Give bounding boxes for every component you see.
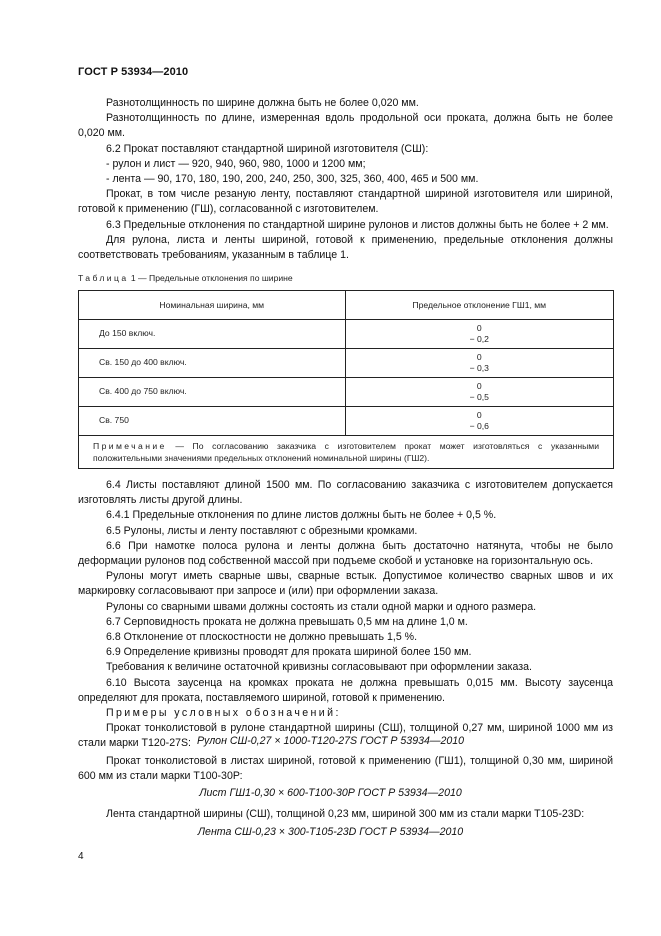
page-header: ГОСТ Р 53934—2010 (78, 66, 189, 78)
column-header-width: Номинальная ширина, мм (79, 291, 346, 320)
paragraph: 6.4 Листы поставляют длиной 1500 мм. По согласованию заказчика с изготовителем допускается изготовлять листы другой длины. (78, 479, 613, 507)
table-row (79, 407, 614, 436)
paragraph: Разнотолщинность по ширине должна быть не более 0,020 мм. (106, 97, 419, 109)
paragraph: Разнотолщинность по длине, измеренная вдоль продольной оси проката, должна быть не более 0,020 мм. (78, 112, 613, 140)
table-row (79, 349, 614, 378)
paragraph: Требования к величине остаточной кривизны согласовывают при оформлении заказа. (106, 661, 532, 674)
deviation-lower: − 0,5 (469, 391, 489, 402)
cell-width: До 150 включ. (79, 320, 346, 349)
deviation-lower: − 0,2 (469, 333, 489, 344)
paragraph: Для рулона, листа и ленты шириной, готовой к применению, предельные отклонения должны соответствовать требованиям, указанным в таблице 1. (78, 233, 613, 262)
cell-deviation (345, 378, 614, 407)
text-block-bottom (78, 478, 613, 752)
deviation-upper: 0 (476, 323, 482, 333)
table-caption (78, 273, 293, 283)
cell-width: Св. 150 до 400 включ. (79, 349, 346, 378)
deviation-lower: − 0,3 (469, 362, 489, 373)
example-description: Лента стандартной ширины (СШ), толщиной 0,23 мм, шириной 300 мм из стали марки Т105-23D: (106, 808, 585, 820)
table-caption-title: 1 — Предельные отклонения по ширине (130, 273, 293, 283)
example-designation: Лист ГШ1-0,30 × 600-Т100-30Р ГОСТ Р 53934—2010 (199, 787, 462, 799)
example-designation: Рулон СШ-0,27 × 1000-Т120-27S ГОСТ Р 53934—2010 (196, 735, 465, 747)
example-block-2 (78, 754, 613, 784)
deviation-upper: 0 (476, 381, 482, 391)
examples-heading: Примеры условных обозначений: (106, 707, 341, 720)
example-block-3 (78, 807, 613, 822)
cell-deviation (345, 407, 614, 436)
column-header-deviation: Предельное отклонение ГШ1, мм (345, 291, 614, 320)
note-text: — По согласованию заказчика с изготовителем прокат может изготовляться с указанными положительными значениями предельных отклонений номинальной ширины (ГШ2). (93, 441, 599, 463)
deviation-table (78, 290, 614, 469)
paragraph: 6.8 Отклонение от плоскостности не должно превышать 1,5 %. (106, 631, 418, 644)
cell-deviation (345, 320, 614, 349)
paragraph: 6.2 Прокат поставляют стандартной шириной изготовителя (СШ): (106, 142, 429, 155)
example-description: Прокат тонколистовой в рулоне стандартной ширины (СШ), толщиной 0,27 мм, шириной 1000 мм из стали марки Т120-27S: (78, 722, 613, 750)
table-header-row (79, 291, 614, 320)
paragraph: Рулоны со сварными швами должны состоять из стали одной марки и одного размера. (106, 600, 537, 613)
cell-deviation (345, 349, 614, 378)
table-caption-word: Таблица (78, 273, 129, 283)
paragraph: 6.9 Определение кривизны проводят для проката шириной более 150 мм. (106, 646, 472, 659)
deviation-upper: 0 (476, 410, 482, 420)
cell-width: Св. 750 (79, 407, 346, 436)
paragraph: 6.7 Серповидность проката не должна превышать 0,5 мм на длине 1,0 м. (106, 615, 468, 628)
table-row (79, 378, 614, 407)
list-item: - лента — 90, 170, 180, 190, 200, 240, 250, 300, 325, 360, 400, 465 и 500 мм. (106, 173, 479, 186)
table-note-row (79, 436, 614, 469)
cell-width: Св. 400 до 750 включ. (79, 378, 346, 407)
example-designation: Лента СШ-0,23 × 300-Т105-23D ГОСТ Р 53934—2010 (197, 826, 464, 838)
note-word: Примечание (93, 441, 167, 451)
paragraph: 6.6 При намотке полоса рулона и ленты должна быть достаточно натянута, чтобы не было деформации рулонов под собственной массой при подъеме скобой и установке на горизонтальную ось. (78, 539, 613, 568)
example-description: Прокат тонколистовой в листах шириной, готовой к применению (ГШ1), толщиной 0,30 мм, шириной 600 мм из стали марки Т100-30Р: (78, 755, 613, 783)
paragraph: 6.4.1 Предельные отклонения по длине листов должны быть не более + 0,5 %. (106, 509, 497, 522)
deviation-upper: 0 (476, 352, 482, 362)
text-block-top (78, 96, 613, 263)
paragraph: 6.10 Высота заусенца на кромках проката не должна превышать 0,015 мм. Высоту заусенца определяют для проката, поставляемого шириной, готовой к применению. (78, 676, 613, 704)
table-note (79, 436, 614, 469)
paragraph: Рулоны могут иметь сварные швы, сварные встык. Допустимое количество сварных швов и их маркировку согласовывают при запросе и (или) при оформлении заказа. (78, 570, 613, 598)
page-number: 4 (78, 851, 84, 862)
paragraph: Прокат, в том числе резаную ленту, поставляют стандартной шириной изготовителя или шириной, готовой к применению (ГШ), согласованной с изготовителем. (78, 188, 613, 216)
deviation-lower: − 0,6 (469, 420, 489, 431)
paragraph: 6.5 Рулоны, листы и ленту поставляют с обрезными кромками. (106, 524, 418, 537)
paragraph: 6.3 Предельные отклонения по стандартной ширине рулонов и листов должны быть не более + 2 мм. (106, 218, 609, 231)
list-item: - рулон и лист — 920, 940, 960, 980, 1000 и 1200 мм; (106, 157, 366, 170)
table-row (79, 320, 614, 349)
